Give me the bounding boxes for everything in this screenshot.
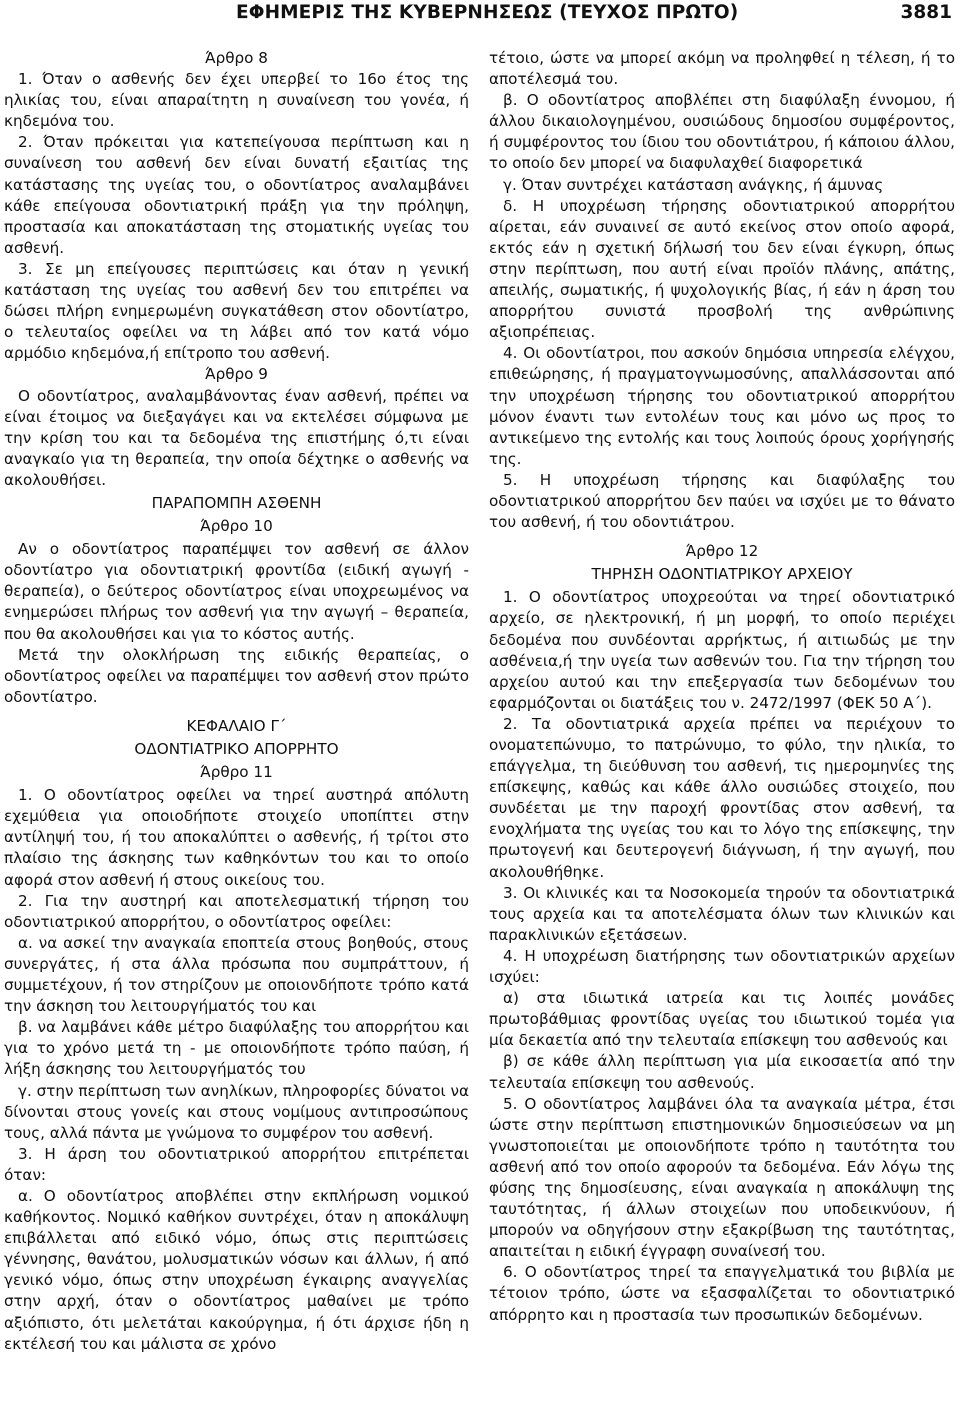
- article-12-title: Άρθρο 12: [685, 542, 759, 561]
- article-11-paragraph-4: 4. Οι οδοντίατροι, που ασκούν δημόσια υπηρεσία ελέγχου, επιθεώρησης, ή πραγματογνωμοσύνης, απαλλάσσονται από την υποχρέωση τήρησης του οδοντιατρικού απορρήτου μόνον έναντι των εντολέων τους και μόνο ως προς το αντικείμενο της εντολής και τους λοιπούς όρους χορήγησής της.: [489, 344, 955, 468]
- chapter-heading: ΚΕΦΑΛΑΙΟ Γ΄: [186, 716, 287, 735]
- article-8-paragraph-1: 1. Όταν ο ασθενής δεν έχει υπερβεί το 16ο έτος της ηλικίας του, είναι απαραίτητη η συναίνεση του γονέα, ή κηδεμόνα του.: [4, 70, 469, 131]
- article-10-paragraph-2: Μετά την ολοκλήρωση της ειδικής θεραπείας, ο οδοντίατρος οφείλει να παραπέμψει τον ασθενή στον πρώτο οδοντίατρο.: [4, 645, 469, 706]
- left-column: [4, 48, 469, 1355]
- article-11-paragraph-3a: α. Ο οδοντίατρος αποβλέπει στην εκπλήρωση νομικού καθήκοντος. Νομικό καθήκον συντρέχει, όταν η αποκάλυψη επιβάλλεται από ειδικό νόμο, όπως στις περιπτώσεις γέννησης, θανάτου, μολυσματικών νόσων και άλλων, ή από γενικό νόμο, όπως στην υποχρέωση έγκαιρης αναγγελίας στην αρχή, όταν ο οδοντίατρος μαθαίνει με τρόπο αξιόπιστο, ότι μελετάται κακούργημα, ή ότι άρχισε ήδη η εκτέλεσή του και μάλιστα σε χρόνο: [4, 1186, 469, 1353]
- article-11-paragraph-3c: γ. Όταν συντρέχει κατάσταση ανάγκης, ή άμυνας: [503, 175, 884, 194]
- article-12-paragraph-4b: β) σε κάθε άλλη περίπτωση για μία εικοσαετία από την τελευταία επίσκεψη του ασθενούς.: [489, 1052, 955, 1092]
- article-9-paragraph-1: Ο οδοντίατρος, αναλαμβάνοντας έναν ασθενή, πρέπει να είναι έτοιμος να διεξαγάγει και να εκτελέσει σύμφωνα με την κρίση του και τα δεδομένα της επιστήμης ό,τι είναι αναγκαίο για τη θεραπεία, την οποία δέχτηκε ο ασθενής να ακολουθήσει.: [4, 386, 469, 489]
- referral-heading: ΠΑΡΑΠΟΜΠΗ ΑΣΘΕΝΗ: [151, 493, 322, 512]
- article-12-paragraph-5: 5. Ο οδοντίατρος λαμβάνει όλα τα αναγκαία μέτρα, έτσι ώστε στην περίπτωση επιστημονικών δημοσιεύσεων να μη γνωστοποιείται με οποιονδήποτε τρόπο η ταυτότητα του ασθενή από τον οποίο αφορούν τα δεδομένα. Εάν λόγω της φύσης της δημοσίευσης, είναι αναγκαία η αποκάλυψη της ταυτότητας, ή άλλων στοιχείων που υποδεικνύουν, ή μπορούν να οδηγήσουν στην εξακρίβωση της ταυτότητας, απαιτείται η ειδική έγγραφη συναίνεσή του.: [489, 1094, 955, 1261]
- article-11-paragraph-3b: β. Ο οδοντίατρος αποβλέπει στη διαφύλαξη έννομου, ή άλλου δικαιολογημένου, ουσιώδους δημοσίου συμφέροντος, ή συμφέροντος του ίδιου του οδοντιάτρου, ή κάποιου άλλου, το οποίο δεν μπορεί να διαφυλαχθεί διαφορετικά: [489, 91, 955, 173]
- article-11-paragraph-2b: β. να λαμβάνει κάθε μέτρο διαφύλαξης του απορρήτου και για το χρόνο μετά τη - με οποιονδήποτε τρόπο παύση, ή λήξη άσκησης του λειτουργήματός του: [4, 1018, 469, 1079]
- article-11-paragraph-2a: α. να ασκεί την αναγκαία εποπτεία στους βοηθούς, στους συνεργάτες, ή στα άλλα πρόσωπα που συμπράττουν, ή συμμετέχουν, ή τον στηρίζουν με οποιονδήποτε τρόπο κατά την άσκηση του λειτουργήματός του και: [4, 933, 469, 1016]
- article-9-title: Άρθρο 9: [205, 365, 268, 384]
- gazette-title: ΕΦΗΜΕΡΙΣ ΤΗΣ ΚΥΒΕΡΝΗΣΕΩΣ (ΤΕΥΧΟΣ ΠΡΩΤΟ): [236, 2, 739, 23]
- article-10-paragraph-1: Αν ο οδοντίατρος παραπέμψει τον ασθενή σε άλλον οδοντίατρο για οδοντιατρική φροντίδα (ειδική αγωγή - θεραπεία), ο δεύτερος οδοντίατρος είναι υποχρεωμένος να ενημερώσει πλήρως τον ασθενή για την αγωγή – θεραπεία, που θα ακολουθήσει και για το κόστος αυτής.: [4, 540, 469, 643]
- article-12-paragraph-3: 3. Οι κλινικές και τα Νοσοκομεία τηρούν τα οδοντιατρικά τους αρχεία και τα αποτελέσματα όλων των κλινικών και παρακλινικών εξετάσεων.: [489, 883, 955, 944]
- chapter-title: ΟΔΟΝΤΙΑΤΡΙΚΟ ΑΠΟΡΡΗΤΟ: [134, 740, 339, 758]
- article-12-paragraph-4a: α) στα ιδιωτικά ιατρεία και τις λοιπές μονάδες πρωτοβάθμιας φροντίδας υγείας του ιδιωτικού τομέα για μία δεκαετία από την τελευταία επίσκεψη του ασθενούς και: [489, 989, 955, 1050]
- page-number: 3881: [900, 2, 952, 23]
- article-11-paragraph-3d: δ. Η υποχρέωση τήρησης οδοντιατρικού απορρήτου αίρεται, εάν συναινεί σε αυτό εκείνος στον οποίο αφορά, εκτός εάν η σχετική δήλωσή του δεν είναι έγκυρη, όπως στην περίπτωση, που αυτή είναι προϊόν πλάνης, απάτης, απειλής, σωματικής, ή ψυχολογικής βίας, ή εάν η άρση του απορρήτου συνιστά προσβολή της ανθρώπινης αξιοπρέπειας.: [489, 196, 955, 342]
- article-12-paragraph-1: 1. Ο οδοντίατρος υποχρεούται να τηρεί οδοντιατρικό αρχείο, σε ηλεκτρονική, ή μη μορφή, το οποίο περιέχει δεδομένα που συνδέονται αρρήκτως, ή αιτιωδώς με την ασθένεια,ή την υγεία των ασθενών του. Για την τήρηση του αρχείου αυτού και την επεξεργασία των δεδομένων του εφαρμόζονται οι διατάξεις του ν. 2472/1997 (ΦΕΚ 50 Α΄).: [489, 588, 955, 712]
- article-12-paragraph-2: 2. Τα οδοντιατρικά αρχεία πρέπει να περιέχουν το ονοματεπώνυμο, το πατρώνυμο, το φύλο, την ηλικία, το επάγγελμα, τη διεύθυνση του ασθενή, τις ημερομηνίες της επίσκεψης, καθώς και κάθε άλλο ουσιώδες στοιχείο, που συνδέεται με την παροχή φροντίδας στον ασθενή, τα ενοχλήματα της υγείας του και το λόγο της επίσκεψης, την πρωτογενή και δευτερογενή διάγνωση, ή την αγωγή, που ακολουθήθηκε.: [489, 714, 955, 881]
- article-11-paragraph-3: 3. Η άρση του οδοντιατρικού απορρήτου επιτρέπεται όταν:: [4, 1144, 469, 1184]
- article-11-paragraph-2: 2. Για την αυστηρή και αποτελεσματική τήρηση του οδοντιατρικού απορρήτου, ο οδοντίατρος οφείλει:: [4, 891, 469, 931]
- article-11-paragraph-1: 1. Ο οδοντίατρος οφείλει να τηρεί αυστηρά απόλυτη εχεμύθεια για οποιοδήποτε στοιχείο υποπίπτει στην αντίληψή του, ή του αποκαλύπτει ο ασθενής, ή τρίτοι στο πλαίσιο της άσκησης των καθηκόντων του και το οποίο αφορά στον ασθενή ή στους οικείους του.: [4, 786, 469, 889]
- article-12-heading: ΤΗΡΗΣΗ ΟΔΟΝΤΙΑΤΡΙΚΟΥ ΑΡΧΕΙΟΥ: [591, 565, 853, 584]
- article-10-title: Άρθρο 10: [200, 517, 273, 536]
- article-11-title: Άρθρο 11: [200, 763, 273, 782]
- right-column: [489, 48, 955, 1326]
- article-12-paragraph-6: 6. Ο οδοντίατρος τηρεί τα επαγγελματικά του βιβλία με τέτοιον τρόπο, ώστε να εξασφαλίζεται το οδοντιατρικό απόρρητο και η προστασία των προσωπικών δεδομένων.: [489, 1263, 955, 1324]
- article-11-paragraph-2c: γ. στην περίπτωση των ανηλίκων, πληροφορίες δύνατοι να δίνονται στους γονείς και στους νομίμους αντιπροσώπους τους, αλλά πάντα με γνώμονα το συμφέρον του ασθενή.: [4, 1081, 469, 1142]
- article-8-title: Άρθρο 8: [205, 49, 268, 67]
- article-8-paragraph-2: 2. Όταν πρόκειται για κατεπείγουσα περίπτωση και η συναίνεση του ασθενή δεν είναι δυνατή εξαιτίας της κατάστασης της υγείας του, ο οδοντίατρος αναλαμβάνει κάθε επείγουσα οδοντιατρική πράξη για την πρόληψη, προστασία και αποκατάσταση της στοματικής υγείας του ασθενή.: [4, 133, 469, 257]
- article-11-paragraph-5: 5. Η υποχρέωση τήρησης και διαφύλαξης του οδοντιατρικού απορρήτου δεν παύει να ισχύει με το θάνατο του ασθενή, ή του οδοντιάτρου.: [489, 470, 955, 532]
- article-8-paragraph-3: 3. Σε μη επείγουσες περιπτώσεις και όταν η γενική κατάσταση της υγείας του ασθενή δεν του επιτρέπει να δώσει πλήρη ενημερωμένη συγκατάθεση στον οδοντίατρο, ο τελευταίος οφείλει να τη λάβει από τον κατά νόμο αρμόδιο κηδεμόνα,ή επίτροπο του ασθενή.: [4, 259, 469, 363]
- article-12-paragraph-4: 4. Η υποχρέωση διατήρησης των οδοντιατρικών αρχείων ισχύει:: [489, 946, 955, 987]
- continued-paragraph: τέτοιο, ώστε να μπορεί ακόμη να προληφθεί η τέλεση, ή το αποτέλεσμά του.: [489, 49, 955, 89]
- page-header: [0, 2, 958, 36]
